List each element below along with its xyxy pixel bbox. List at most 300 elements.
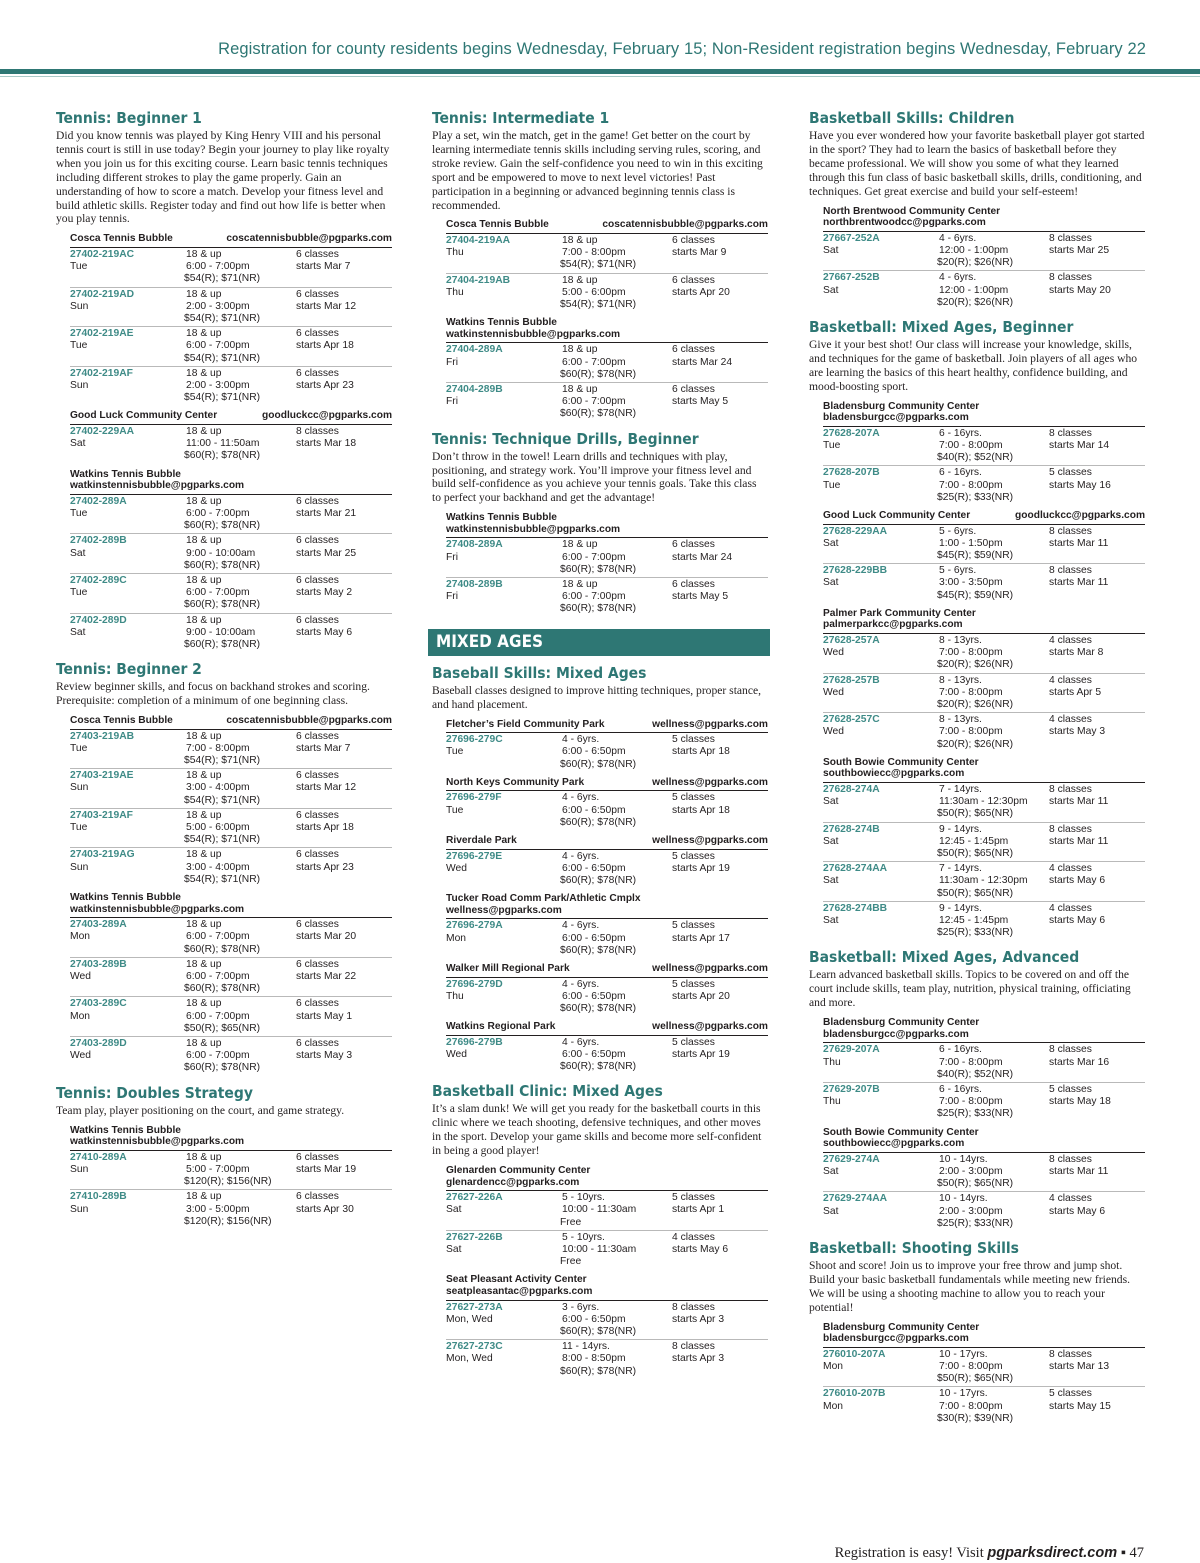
class-code[interactable]: 27403-219AG — [70, 849, 135, 861]
class-start: starts Mar 25 — [1049, 244, 1110, 256]
class-code[interactable]: 27629-274AA — [823, 1193, 888, 1205]
class-time: 11:30am - 12:30pm — [939, 796, 1028, 808]
class-detail-cell — [937, 526, 1049, 563]
class-id-cell — [446, 275, 560, 312]
class-code[interactable]: 27402-229AA — [70, 425, 135, 437]
location-block — [823, 396, 1145, 505]
class-time: 10:00 - 11:30am — [562, 1243, 637, 1255]
class-schedule-cell — [672, 539, 768, 576]
class-count: 5 classes — [672, 978, 715, 990]
class-fee: $60(R); $78(NR) — [184, 520, 261, 532]
location-email[interactable]: goodluckcc@pgparks.com — [262, 410, 392, 422]
class-day: Sat — [823, 875, 839, 887]
class-fee: $60(R); $78(NR) — [560, 1365, 637, 1377]
location-header — [823, 1122, 1145, 1153]
class-start: starts Mar 16 — [1049, 1056, 1110, 1068]
location-email[interactable]: wellness@pgparks.com — [652, 776, 768, 788]
class-id-cell — [823, 714, 937, 751]
class-detail-cell — [184, 328, 296, 365]
class-code[interactable]: 27696-279A — [446, 920, 503, 932]
class-start: starts May 6 — [1049, 1205, 1106, 1217]
class-schedule-cell — [296, 810, 392, 847]
class-day: Mon, Wed — [446, 1313, 493, 1325]
location-header — [70, 1120, 392, 1151]
registration-dates-header: Registration for county residents begins Wednesday, February 15; Non-Resident registration begins Wednesday, February 22 — [218, 40, 1146, 58]
class-time: 2:00 - 3:00pm — [186, 379, 250, 391]
class-code[interactable]: 27404-289A — [446, 344, 503, 356]
class-code[interactable]: 27628-229BB — [823, 565, 888, 577]
class-count: 6 classes — [296, 614, 339, 626]
class-row[interactable] — [70, 574, 392, 614]
class-code[interactable]: 27403-289C — [70, 998, 127, 1010]
class-schedule-cell — [1049, 233, 1145, 270]
class-start: starts May 3 — [296, 1050, 353, 1062]
class-row[interactable] — [823, 1387, 1145, 1426]
class-detail-cell — [560, 539, 672, 576]
location-email[interactable]: northbrentwoodcc@pgparks.com — [823, 217, 986, 229]
class-schedule-cell — [296, 919, 392, 956]
class-code[interactable]: 27404-289B — [446, 384, 503, 396]
class-fee: $60(R); $78(NR) — [184, 983, 261, 995]
class-day: Sat — [823, 284, 839, 296]
class-row[interactable] — [70, 1037, 392, 1076]
class-detail-cell — [560, 734, 672, 771]
class-code[interactable]: 27627-273A — [446, 1301, 503, 1313]
class-code[interactable]: 27410-289B — [70, 1191, 127, 1203]
class-code[interactable]: 27696-279C — [446, 734, 503, 746]
class-id-cell — [823, 428, 937, 465]
class-day: Mon — [70, 1010, 91, 1022]
location-email[interactable]: palmerparkcc@pgparks.com — [823, 619, 963, 631]
location-name: South Bowie Community Center — [823, 1126, 979, 1138]
class-schedule-cell — [1049, 428, 1145, 465]
location-block — [70, 710, 392, 887]
class-row[interactable] — [446, 791, 768, 830]
class-start: starts Apr 30 — [296, 1203, 354, 1215]
location-block — [446, 714, 768, 772]
class-code[interactable]: 27667-252A — [823, 232, 880, 244]
class-start: starts May 5 — [672, 591, 729, 603]
class-code[interactable]: 27628-274B — [823, 823, 880, 835]
class-id-cell — [446, 539, 560, 576]
class-fee: $120(R); $156(NR) — [184, 1215, 272, 1227]
column-3 — [809, 109, 1145, 1426]
class-fee: $20(R); $26(NR) — [937, 257, 1014, 269]
location-email[interactable]: watkinstennisbubble@pgparks.com — [446, 523, 621, 535]
location-email[interactable]: coscatennisbubble@pgparks.com — [226, 715, 392, 727]
class-fee: $60(R); $78(NR) — [560, 1002, 637, 1014]
class-detail-cell — [560, 1192, 672, 1229]
location-name: Watkins Tennis Bubble — [70, 468, 181, 480]
class-fee: $60(R); $78(NR) — [560, 874, 637, 886]
location-email[interactable]: coscatennisbubble@pgparks.com — [226, 233, 392, 245]
location-email[interactable]: wellness@pgparks.com — [652, 834, 768, 846]
location-email[interactable]: southbowiecc@pgparks.com — [823, 768, 965, 780]
class-code[interactable]: 27667-252B — [823, 272, 880, 284]
location-email[interactable]: watkinstennisbubble@pgparks.com — [70, 1136, 245, 1148]
class-age: 9 - 14yrs. — [939, 902, 982, 914]
class-count: 8 classes — [672, 1301, 715, 1313]
class-code[interactable]: 27404-219AA — [446, 235, 511, 247]
class-schedule-cell — [672, 979, 768, 1016]
class-row[interactable] — [70, 288, 392, 328]
course-section — [56, 660, 392, 1075]
class-row[interactable] — [446, 1191, 768, 1231]
class-day: Tue — [446, 804, 464, 816]
class-start: starts Apr 20 — [672, 990, 730, 1002]
class-age: 10 - 14yrs. — [939, 1193, 988, 1205]
class-row[interactable] — [70, 534, 392, 574]
class-row[interactable] — [70, 1151, 392, 1191]
class-day: Tue — [70, 822, 88, 834]
class-count: 6 classes — [296, 1191, 339, 1203]
class-code[interactable]: 27627-273C — [446, 1341, 503, 1353]
class-row[interactable] — [823, 1348, 1145, 1388]
location-header — [823, 603, 1145, 634]
class-row[interactable] — [446, 234, 768, 274]
class-code[interactable]: 27696-279B — [446, 1036, 503, 1048]
class-age: 18 & up — [186, 1191, 222, 1203]
location-name: North Keys Community Park — [446, 776, 585, 788]
class-code[interactable]: 27402-219AF — [70, 367, 133, 379]
class-row[interactable] — [70, 495, 392, 535]
location-email[interactable]: seatpleasantac@pgparks.com — [446, 1285, 593, 1297]
class-row[interactable] — [70, 248, 392, 288]
class-row[interactable] — [446, 1301, 768, 1341]
class-fee: $50(R); $65(NR) — [184, 1022, 261, 1034]
class-time: 2:00 - 3:00pm — [939, 1165, 1003, 1177]
class-fee: $50(R); $65(NR) — [937, 1178, 1014, 1190]
class-fee: $60(R); $78(NR) — [560, 944, 637, 956]
location-email[interactable]: coscatennisbubble@pgparks.com — [602, 219, 768, 231]
class-time: 11:00 - 11:50am — [186, 438, 260, 450]
class-fee: $45(R); $59(NR) — [937, 549, 1014, 561]
class-row[interactable] — [823, 466, 1145, 505]
class-code[interactable]: 27628-257A — [823, 634, 880, 646]
location-header — [446, 1016, 768, 1036]
location-email[interactable]: wellness@pgparks.com — [652, 962, 768, 974]
class-code[interactable]: 27629-207B — [823, 1083, 880, 1095]
class-start: starts Apr 20 — [672, 286, 730, 298]
class-day: Fri — [446, 356, 459, 368]
class-time: 7:00 - 8:00pm — [939, 686, 1003, 698]
class-time: 7:00 - 8:00pm — [939, 1096, 1003, 1108]
class-age: 6 - 16yrs. — [939, 467, 982, 479]
class-start: starts Mar 20 — [296, 931, 357, 943]
class-code[interactable]: 27402-289B — [70, 535, 127, 547]
class-id-cell — [446, 579, 560, 616]
class-code[interactable]: 27628-274AA — [823, 863, 888, 875]
class-schedule-cell — [296, 1152, 392, 1189]
course-title: Basketball Skills: Children — [809, 109, 1015, 127]
class-time: 6:00 - 7:00pm — [186, 1010, 250, 1022]
class-detail-cell — [560, 1341, 672, 1378]
location-email[interactable]: wellness@pgparks.com — [652, 718, 768, 730]
class-row[interactable] — [446, 733, 768, 772]
class-time: 6:00 - 6:50pm — [562, 1313, 626, 1325]
class-count: 4 classes — [1049, 674, 1092, 686]
location-header — [823, 1012, 1145, 1043]
location-block — [446, 312, 768, 421]
class-row[interactable] — [446, 274, 768, 313]
class-id-cell — [823, 1044, 937, 1081]
class-fee: $50(R); $65(NR) — [937, 808, 1014, 820]
class-count: 8 classes — [1049, 1348, 1092, 1360]
class-row[interactable] — [70, 1190, 392, 1229]
location-email[interactable]: watkinstennisbubble@pgparks.com — [70, 903, 245, 915]
class-row[interactable] — [823, 525, 1145, 565]
class-count: 5 classes — [672, 850, 715, 862]
class-schedule-cell — [1049, 565, 1145, 602]
class-code[interactable]: 276010-207B — [823, 1388, 886, 1400]
class-count: 5 classes — [672, 734, 715, 746]
class-row[interactable] — [70, 848, 392, 887]
class-day: Sat — [823, 915, 839, 927]
class-fee: Free — [560, 1256, 582, 1268]
location-block — [823, 201, 1145, 310]
class-count: 6 classes — [672, 344, 715, 356]
class-detail-cell — [937, 233, 1049, 270]
class-row[interactable] — [70, 730, 392, 770]
class-row[interactable] — [823, 674, 1145, 714]
class-code[interactable]: 27403-219AE — [70, 770, 134, 782]
class-row[interactable] — [823, 713, 1145, 752]
location-email[interactable]: goodluckcc@pgparks.com — [1015, 509, 1145, 521]
class-row[interactable] — [446, 578, 768, 617]
class-time: 6:00 - 6:50pm — [562, 804, 626, 816]
class-fee: $25(R); $33(NR) — [937, 491, 1014, 503]
class-row[interactable] — [823, 232, 1145, 272]
class-row[interactable] — [70, 327, 392, 367]
class-id-cell — [446, 344, 560, 381]
class-row[interactable] — [70, 769, 392, 809]
class-age: 18 & up — [186, 809, 222, 821]
class-age: 8 - 13yrs. — [939, 674, 982, 686]
location-name: Cosca Tennis Bubble — [70, 233, 173, 245]
class-time: 6:00 - 6:50pm — [562, 862, 626, 874]
class-row[interactable] — [823, 634, 1145, 674]
class-id-cell — [823, 467, 937, 504]
class-code[interactable]: 27410-289A — [70, 1151, 127, 1163]
class-id-cell — [823, 903, 937, 940]
class-row[interactable] — [446, 383, 768, 422]
location-block — [823, 505, 1145, 603]
class-row[interactable] — [446, 850, 768, 889]
class-row[interactable] — [823, 823, 1145, 863]
class-code[interactable]: 27628-257B — [823, 674, 880, 686]
class-code[interactable]: 27628-229AA — [823, 525, 888, 537]
class-row[interactable] — [70, 367, 392, 406]
class-row[interactable] — [823, 564, 1145, 603]
class-day: Tue — [446, 746, 464, 758]
course-section — [432, 430, 768, 617]
class-detail-cell — [184, 770, 296, 807]
location-email[interactable]: wellness@pgparks.com — [446, 904, 562, 916]
class-age: 18 & up — [562, 539, 598, 551]
course-title: Tennis: Intermediate 1 — [432, 109, 610, 127]
class-code[interactable]: 27403-219AF — [70, 809, 133, 821]
class-schedule-cell — [296, 770, 392, 807]
location-block — [446, 830, 768, 888]
location-email[interactable]: southbowiecc@pgparks.com — [823, 1138, 965, 1150]
class-age: 18 & up — [186, 495, 222, 507]
website-link[interactable]: pgparksdirect.com — [987, 1545, 1118, 1561]
class-day: Fri — [446, 551, 459, 563]
class-code[interactable]: 27402-219AD — [70, 288, 135, 300]
class-row[interactable] — [70, 997, 392, 1037]
class-row[interactable] — [823, 1043, 1145, 1083]
class-row[interactable] — [823, 862, 1145, 902]
class-fee: $60(R); $78(NR) — [560, 1061, 637, 1073]
class-day: Mon — [70, 931, 91, 943]
class-code[interactable]: 27402-219AE — [70, 328, 134, 340]
class-code[interactable]: 27402-289A — [70, 495, 127, 507]
class-row[interactable] — [70, 614, 392, 653]
class-code[interactable]: 27402-289C — [70, 574, 127, 586]
class-id-cell — [823, 824, 937, 861]
class-code[interactable]: 27696-279E — [446, 850, 503, 862]
location-block — [823, 603, 1145, 752]
location-email[interactable]: bladensburgcc@pgparks.com — [823, 412, 969, 424]
location-block — [446, 1160, 768, 1269]
class-count: 4 classes — [1049, 902, 1092, 914]
course-description: Give it your best shot! Our class will increase your knowledge, skills, and techniques for the game of basketball. Join players of all ages who are learning the basics of this heart healthy, confidence building, and mood-boosting sport. — [809, 337, 1138, 393]
class-code[interactable]: 27404-219AB — [446, 274, 511, 286]
class-row[interactable] — [446, 1231, 768, 1270]
class-age: 4 - 6yrs. — [939, 272, 977, 284]
class-row[interactable] — [446, 343, 768, 383]
course-description: Play a set, win the match, get in the game! Get better on the court by learning intermediate tennis skills including serving rules, scoring, and stroke review. Gain the self-confidence you need to win in this exciting sport and be empowered to move to next level victories! Past participation in a beginning or advanced beginning tennis class is recommended. — [432, 129, 763, 212]
class-schedule-cell — [296, 998, 392, 1035]
class-id-cell — [446, 384, 560, 421]
class-schedule-cell — [1049, 1084, 1145, 1121]
class-start: starts Apr 23 — [296, 861, 354, 873]
course-description: It’s a slam dunk! We will get you ready for the basketball courts in this clinic where we teach shooting, defensive techniques, and other moves in the sport. Develop your game skills and become more self-confident in being a good player! — [432, 1102, 762, 1158]
class-start: starts May 1 — [296, 1010, 353, 1022]
course-description: Did you know tennis was played by King Henry VIII and his personal tennis court is still in use today? Begin your journey to play like royalty when you join us for this exciting course. Learn basic tennis techniques including different strokes to play the game properly. Gain an understanding of how to score a match. Develop your fitness level and build athletic skills. Register today and find out how life is better when you play tennis. — [56, 129, 390, 226]
class-code[interactable]: 27402-289D — [70, 614, 127, 626]
class-id-cell — [823, 1154, 937, 1191]
class-start: starts Mar 11 — [1049, 537, 1109, 549]
class-code[interactable]: 27629-274A — [823, 1153, 880, 1165]
class-count: 5 classes — [1049, 1083, 1092, 1095]
class-age: 4 - 6yrs. — [562, 978, 600, 990]
course-section — [56, 1084, 392, 1229]
class-code[interactable]: 27628-257C — [823, 714, 880, 726]
class-day: Thu — [823, 1056, 841, 1068]
class-start: starts Mar 8 — [1049, 647, 1104, 659]
class-code[interactable]: 27628-274A — [823, 783, 880, 795]
class-code[interactable]: 27408-289B — [446, 579, 503, 591]
location-email[interactable]: watkinstennisbubble@pgparks.com — [446, 328, 621, 340]
location-name: Watkins Tennis Bubble — [446, 317, 557, 329]
class-start: starts Apr 18 — [296, 340, 354, 352]
class-detail-cell — [184, 368, 296, 405]
course-section — [809, 318, 1145, 940]
class-start: starts May 6 — [296, 626, 353, 638]
class-row[interactable] — [70, 809, 392, 849]
class-row[interactable] — [70, 958, 392, 998]
location-header — [823, 396, 1145, 427]
class-code[interactable]: 27628-274BB — [823, 902, 888, 914]
class-row[interactable] — [823, 783, 1145, 823]
class-row[interactable] — [823, 1083, 1145, 1122]
class-code[interactable]: 27403-289D — [70, 1038, 127, 1050]
class-schedule-cell — [672, 1192, 768, 1229]
class-count: 6 classes — [296, 288, 339, 300]
class-start: starts Mar 21 — [296, 507, 357, 519]
location-email[interactable]: bladensburgcc@pgparks.com — [823, 1333, 969, 1345]
class-age: 6 - 16yrs. — [939, 1044, 982, 1056]
header-rule — [0, 69, 1200, 74]
class-row[interactable] — [446, 538, 768, 578]
class-code[interactable]: 276010-207A — [823, 1348, 886, 1360]
class-day: Sat — [70, 547, 86, 559]
class-id-cell — [823, 675, 937, 712]
class-row[interactable] — [823, 271, 1145, 310]
class-code[interactable]: 27627-226B — [446, 1231, 503, 1243]
class-schedule-cell — [1049, 714, 1145, 751]
class-start: starts Mar 25 — [296, 547, 357, 559]
class-row[interactable] — [823, 902, 1145, 941]
class-row[interactable] — [70, 425, 392, 464]
class-code[interactable]: 27403-289A — [70, 919, 127, 931]
location-email[interactable]: wellness@pgparks.com — [652, 1021, 768, 1033]
class-day: Wed — [823, 726, 844, 738]
location-email[interactable]: watkinstennisbubble@pgparks.com — [70, 480, 245, 492]
class-row[interactable] — [446, 1036, 768, 1075]
class-row[interactable] — [446, 919, 768, 958]
header-rule-thin — [0, 76, 1200, 77]
location-email[interactable]: bladensburgcc@pgparks.com — [823, 1028, 969, 1040]
class-code[interactable]: 27629-207A — [823, 1044, 880, 1056]
class-code[interactable]: 27696-279D — [446, 978, 503, 990]
class-code[interactable]: 27628-207B — [823, 467, 880, 479]
class-row[interactable] — [823, 1192, 1145, 1231]
class-row[interactable] — [446, 1340, 768, 1379]
class-fee: $20(R); $26(NR) — [937, 698, 1014, 710]
class-count: 8 classes — [1049, 427, 1092, 439]
class-row[interactable] — [823, 1153, 1145, 1193]
class-id-cell — [823, 526, 937, 563]
class-id-cell — [823, 272, 937, 309]
class-fee: $54(R); $71(NR) — [184, 273, 261, 285]
class-code[interactable]: 27402-219AC — [70, 248, 135, 260]
class-code[interactable]: 27628-207A — [823, 427, 880, 439]
class-schedule-cell — [672, 792, 768, 829]
class-code[interactable]: 27627-226A — [446, 1192, 503, 1204]
class-code[interactable]: 27403-289B — [70, 958, 127, 970]
class-time: 6:00 - 7:00pm — [562, 591, 626, 603]
class-row[interactable] — [70, 918, 392, 958]
course-title: Tennis: Technique Drills, Beginner — [432, 429, 699, 448]
class-row[interactable] — [446, 978, 768, 1017]
class-row[interactable] — [823, 427, 1145, 467]
location-email[interactable]: glenardencc@pgparks.com — [446, 1176, 580, 1188]
class-fee: $20(R); $26(NR) — [937, 296, 1014, 308]
class-fee: $50(R); $65(NR) — [937, 887, 1014, 899]
class-code[interactable]: 27408-289A — [446, 539, 503, 551]
location-header — [446, 958, 768, 978]
class-code[interactable]: 27403-219AB — [70, 730, 135, 742]
location-name: Glenarden Community Center — [446, 1164, 591, 1176]
class-schedule-cell — [296, 496, 392, 533]
class-time: 7:00 - 8:00pm — [939, 1400, 1003, 1412]
class-start: starts Apr 18 — [296, 822, 354, 834]
class-code[interactable]: 27696-279F — [446, 792, 502, 804]
location-header — [446, 772, 768, 792]
class-schedule-cell — [672, 344, 768, 381]
